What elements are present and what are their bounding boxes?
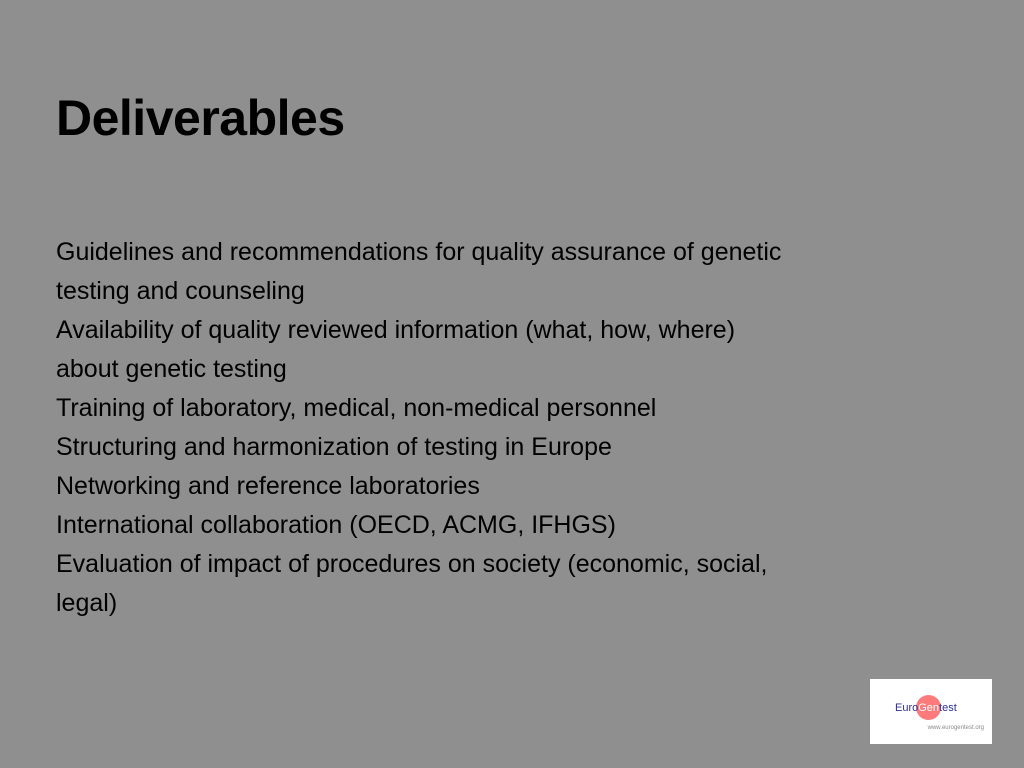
list-item: about genetic testing bbox=[56, 355, 287, 383]
logo-text-euro: Euro bbox=[895, 702, 919, 714]
logo-text-gen: Gen bbox=[918, 702, 940, 714]
list-item: Availability of quality reviewed information (what, how, where) bbox=[56, 316, 736, 344]
list-item: legal) bbox=[56, 589, 118, 617]
eurogentest-logo bbox=[870, 679, 992, 744]
deliverables-list bbox=[56, 233, 916, 623]
logo-url: www.eurogentest.org bbox=[927, 725, 984, 731]
logo-wordmark bbox=[895, 701, 957, 715]
logo-text-test: test bbox=[939, 702, 957, 714]
list-item: testing and counseling bbox=[56, 277, 305, 305]
list-item: Evaluation of impact of procedures on society (economic, social, bbox=[56, 550, 768, 578]
list-item: International collaboration (OECD, ACMG, IFHGS) bbox=[56, 511, 616, 539]
list-item: Training of laboratory, medical, non-medical personnel bbox=[56, 394, 657, 422]
slide-title: Deliverables bbox=[56, 90, 345, 146]
list-item: Guidelines and recommendations for quality assurance of genetic bbox=[56, 238, 782, 266]
list-item: Networking and reference laboratories bbox=[56, 472, 480, 500]
list-item: Structuring and harmonization of testing in Europe bbox=[56, 433, 612, 461]
